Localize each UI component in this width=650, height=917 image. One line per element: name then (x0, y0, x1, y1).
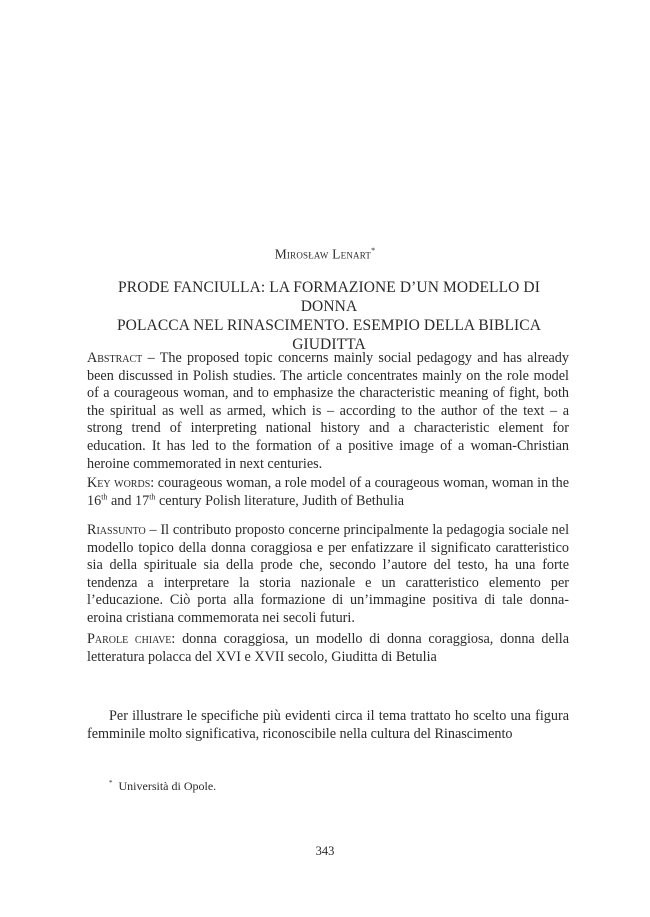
abstract-text: – The proposed topic concerns mainly social pedagogy and has already been discussed in Polish studies. The article concentrates mainly on the role model of a courageous woman, and to emphasize the characteristic meaning of fight, both the spiritual as well as armed, which is – according to the author of the text – a strong trend of interpreting national history and a characteristic element for education. It has led to the formation of a positive image of a woman-Christian heroine commemorated in next centuries. (87, 350, 569, 472)
riassunto-label: Riassunto (87, 522, 146, 538)
article-title (90, 278, 568, 354)
page-number: 343 (315, 844, 335, 858)
abstract-paragraph (87, 350, 569, 473)
riassunto-paragraph (87, 522, 569, 628)
keywords-ordinal-b: th (149, 491, 156, 501)
keywords-paragraph (87, 475, 569, 510)
footnote-marker: * (109, 779, 113, 787)
body-paragraph: Per illustrare le specifiche più evidenti circa il tema trattato ho scelto una figura femminile molto significativa, riconoscibile nella cultura del Rinascimento (87, 708, 569, 742)
author-name: Mirosław Lenart (274, 246, 372, 262)
footnote (109, 779, 216, 794)
parole-chiave-label: Parole chiave: (87, 631, 176, 647)
keywords-text-b: and 17 (107, 492, 150, 509)
author-footnote-marker: * (371, 246, 376, 255)
author-line (0, 246, 650, 263)
abstract-label: Abstract (87, 350, 143, 366)
keywords-text-a: courageous woman, a role model of a courageous woman, woman in the 16 (87, 475, 570, 509)
keywords-text-c: century Polish literature, Judith of Bethulia (155, 492, 405, 509)
parole-chiave-paragraph (87, 631, 569, 666)
keywords-label: Key words: (87, 475, 155, 491)
title-line-2: POLACCA NEL RINASCIMENTO. ESEMPIO DELLA BIBLICA GIUDITTA (116, 317, 542, 353)
riassunto-text: – Il contributo proposto concerne principalmente la pedagogia sociale nel modello topico della donna coraggiosa e per enfatizzare il significato caratteristico sia della spirituale sia della prode che, secondo l’autore del testo, ha una forte tendenza a interpretare la storia nazionale e un caratteristico elemento per l’educazione. Ciò porta alla formazione di un’immagine positiva di tale donna-eroina cristiana commemorata nei secoli futuri. (87, 522, 570, 626)
keywords-ordinal-a: th (101, 491, 108, 501)
title-line-1: PRODE FANCIULLA: LA FORMAZIONE D’UN MODELLO DI DONNA (118, 279, 540, 315)
footnote-text: Università di Opole. (118, 779, 217, 793)
parole-chiave-text: donna coraggiosa, un modello di donna coraggiosa, donna della letteratura polacca del XVI e XVII secolo, Giuditta di Betulia (87, 631, 569, 665)
